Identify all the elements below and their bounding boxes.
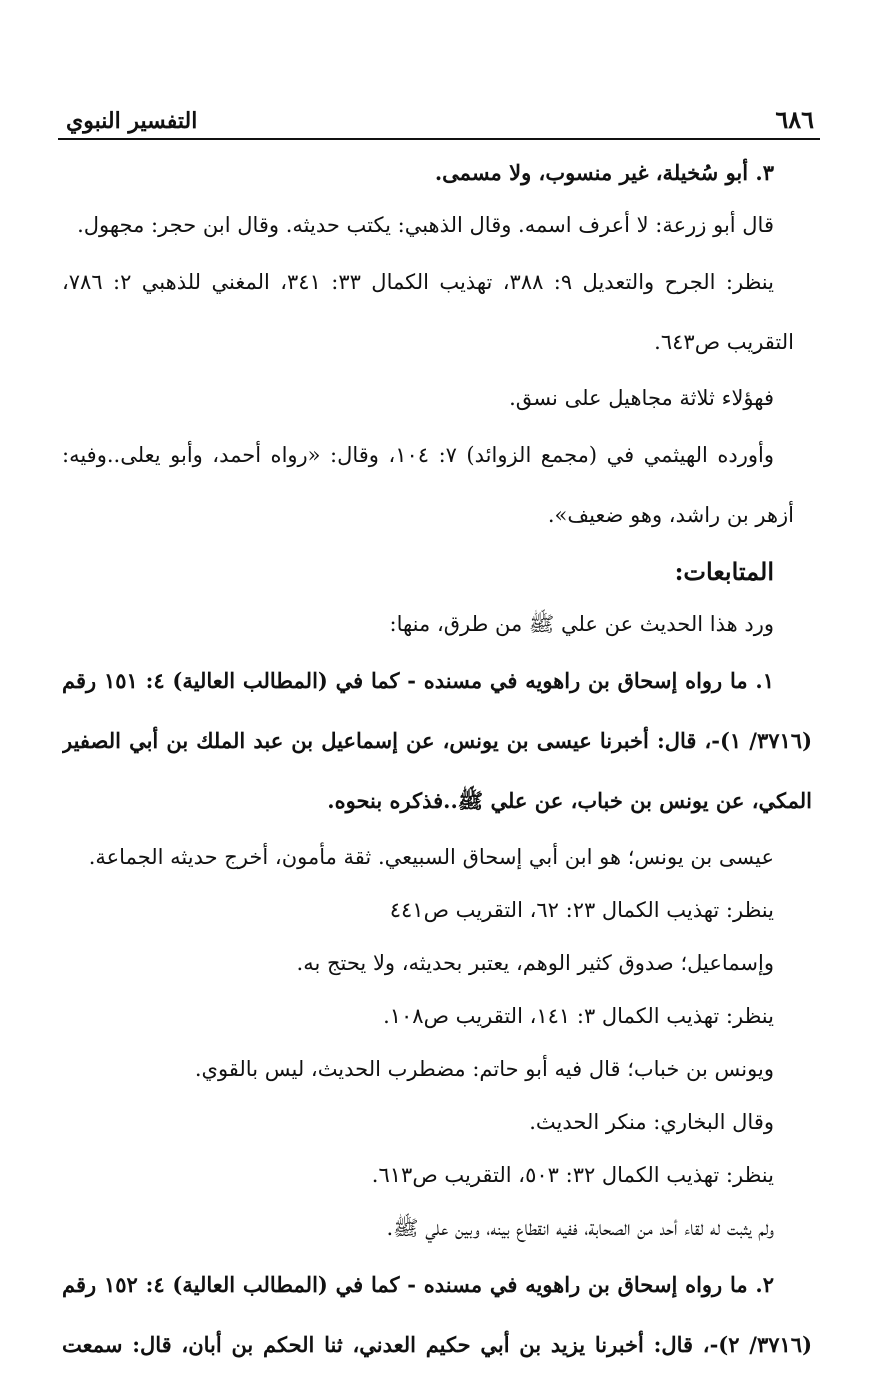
text-line: قال أبو زرعة: لا أعرف اسمه. وقال الذهبي: يكتب حديثه. وقال ابن حجر: مجهول.: [77, 213, 774, 237]
text-line: وأورده الهيثمي في (مجمع الزوائد) ٧: ١٠٤، وقال: «رواه أحمد، وأبو يعلى..وفيه:: [62, 443, 774, 467]
chain-line: المكي، عن يونس بن خباب، عن علي ﷺ..فذكره بنحوه.: [327, 788, 812, 813]
chain-line: ١. ما رواه إسحاق بن راهويه في مسنده - كما في (المطالب العالية) ٤: ١٥١ رقم: [62, 668, 774, 693]
reference-line: ينظر: تهذيب الكمال ٣٢: ٥٠٣، التقريب ص٦١٣.: [371, 1163, 774, 1187]
reference-line: ينظر: تهذيب الكمال ٢٣: ٦٢، التقريب ص٤٤١: [389, 898, 774, 922]
page-body: [62, 146, 812, 1375]
chain-line: (٣٧١٦/ ١)-، قال: أخبرنا عيسى بن يونس، عن إسماعيل بن عبد الملك بن أبي الصفير: [62, 728, 812, 753]
text-line: ويونس بن خباب؛ قال فيه أبو حاتم: مضطرب الحديث، ليس بالقوي.: [194, 1057, 774, 1081]
reference-line: ينظر: تهذيب الكمال ٣: ١٤١، التقريب ص١٠٨.: [383, 1004, 774, 1028]
section-heading: المتابعات:: [674, 557, 774, 586]
text-line: فهؤلاء ثلاثة مجاهيل على نسق.: [509, 386, 774, 410]
text-line: ولم يثبت له لقاء أحد من الصحابة، ففيه انقطاع بينه، وبين علي ﷺ.: [386, 1216, 774, 1240]
reference-line: التقريب ص٦٤٣.: [654, 330, 794, 354]
chain-line: (٣٧١٦/ ٢)-، قال: أخبرنا يزيد بن أبي حكيم العدني، ثنا الحكم بن أبان، قال: سمعت: [62, 1332, 812, 1357]
page-number: ٦٨٦: [775, 105, 814, 134]
text-line: وقال البخاري: منكر الحديث.: [529, 1110, 774, 1134]
page-header: [58, 100, 820, 140]
text-line: ورد هذا الحديث عن علي ﷺ من طرق، منها:: [389, 612, 774, 636]
chain-line: ٢. ما رواه إسحاق بن راهويه في مسنده - كما في (المطالب العالية) ٤: ١٥٢ رقم: [62, 1272, 774, 1297]
text-line: أزهر بن راشد، وهو ضعيف».: [547, 503, 794, 527]
narrator-heading-abu-sukhayla: ٣. أبو سُخيلة، غير منسوب، ولا مسمى.: [434, 160, 774, 185]
text-line: وإسماعيل؛ صدوق كثير الوهم، يعتبر بحديثه، ولا يحتج به.: [296, 951, 774, 975]
running-title: التفسير النبوي: [66, 108, 198, 134]
reference-line: ينظر: الجرح والتعديل ٩: ٣٨٨، تهذيب الكمال ٣٣: ٣٤١، المغني للذهبي ٢: ٧٨٦،: [62, 270, 774, 294]
text-line: عيسى بن يونس؛ هو ابن أبي إسحاق السبيعي. ثقة مأمون، أخرج حديثه الجماعة.: [88, 845, 774, 869]
